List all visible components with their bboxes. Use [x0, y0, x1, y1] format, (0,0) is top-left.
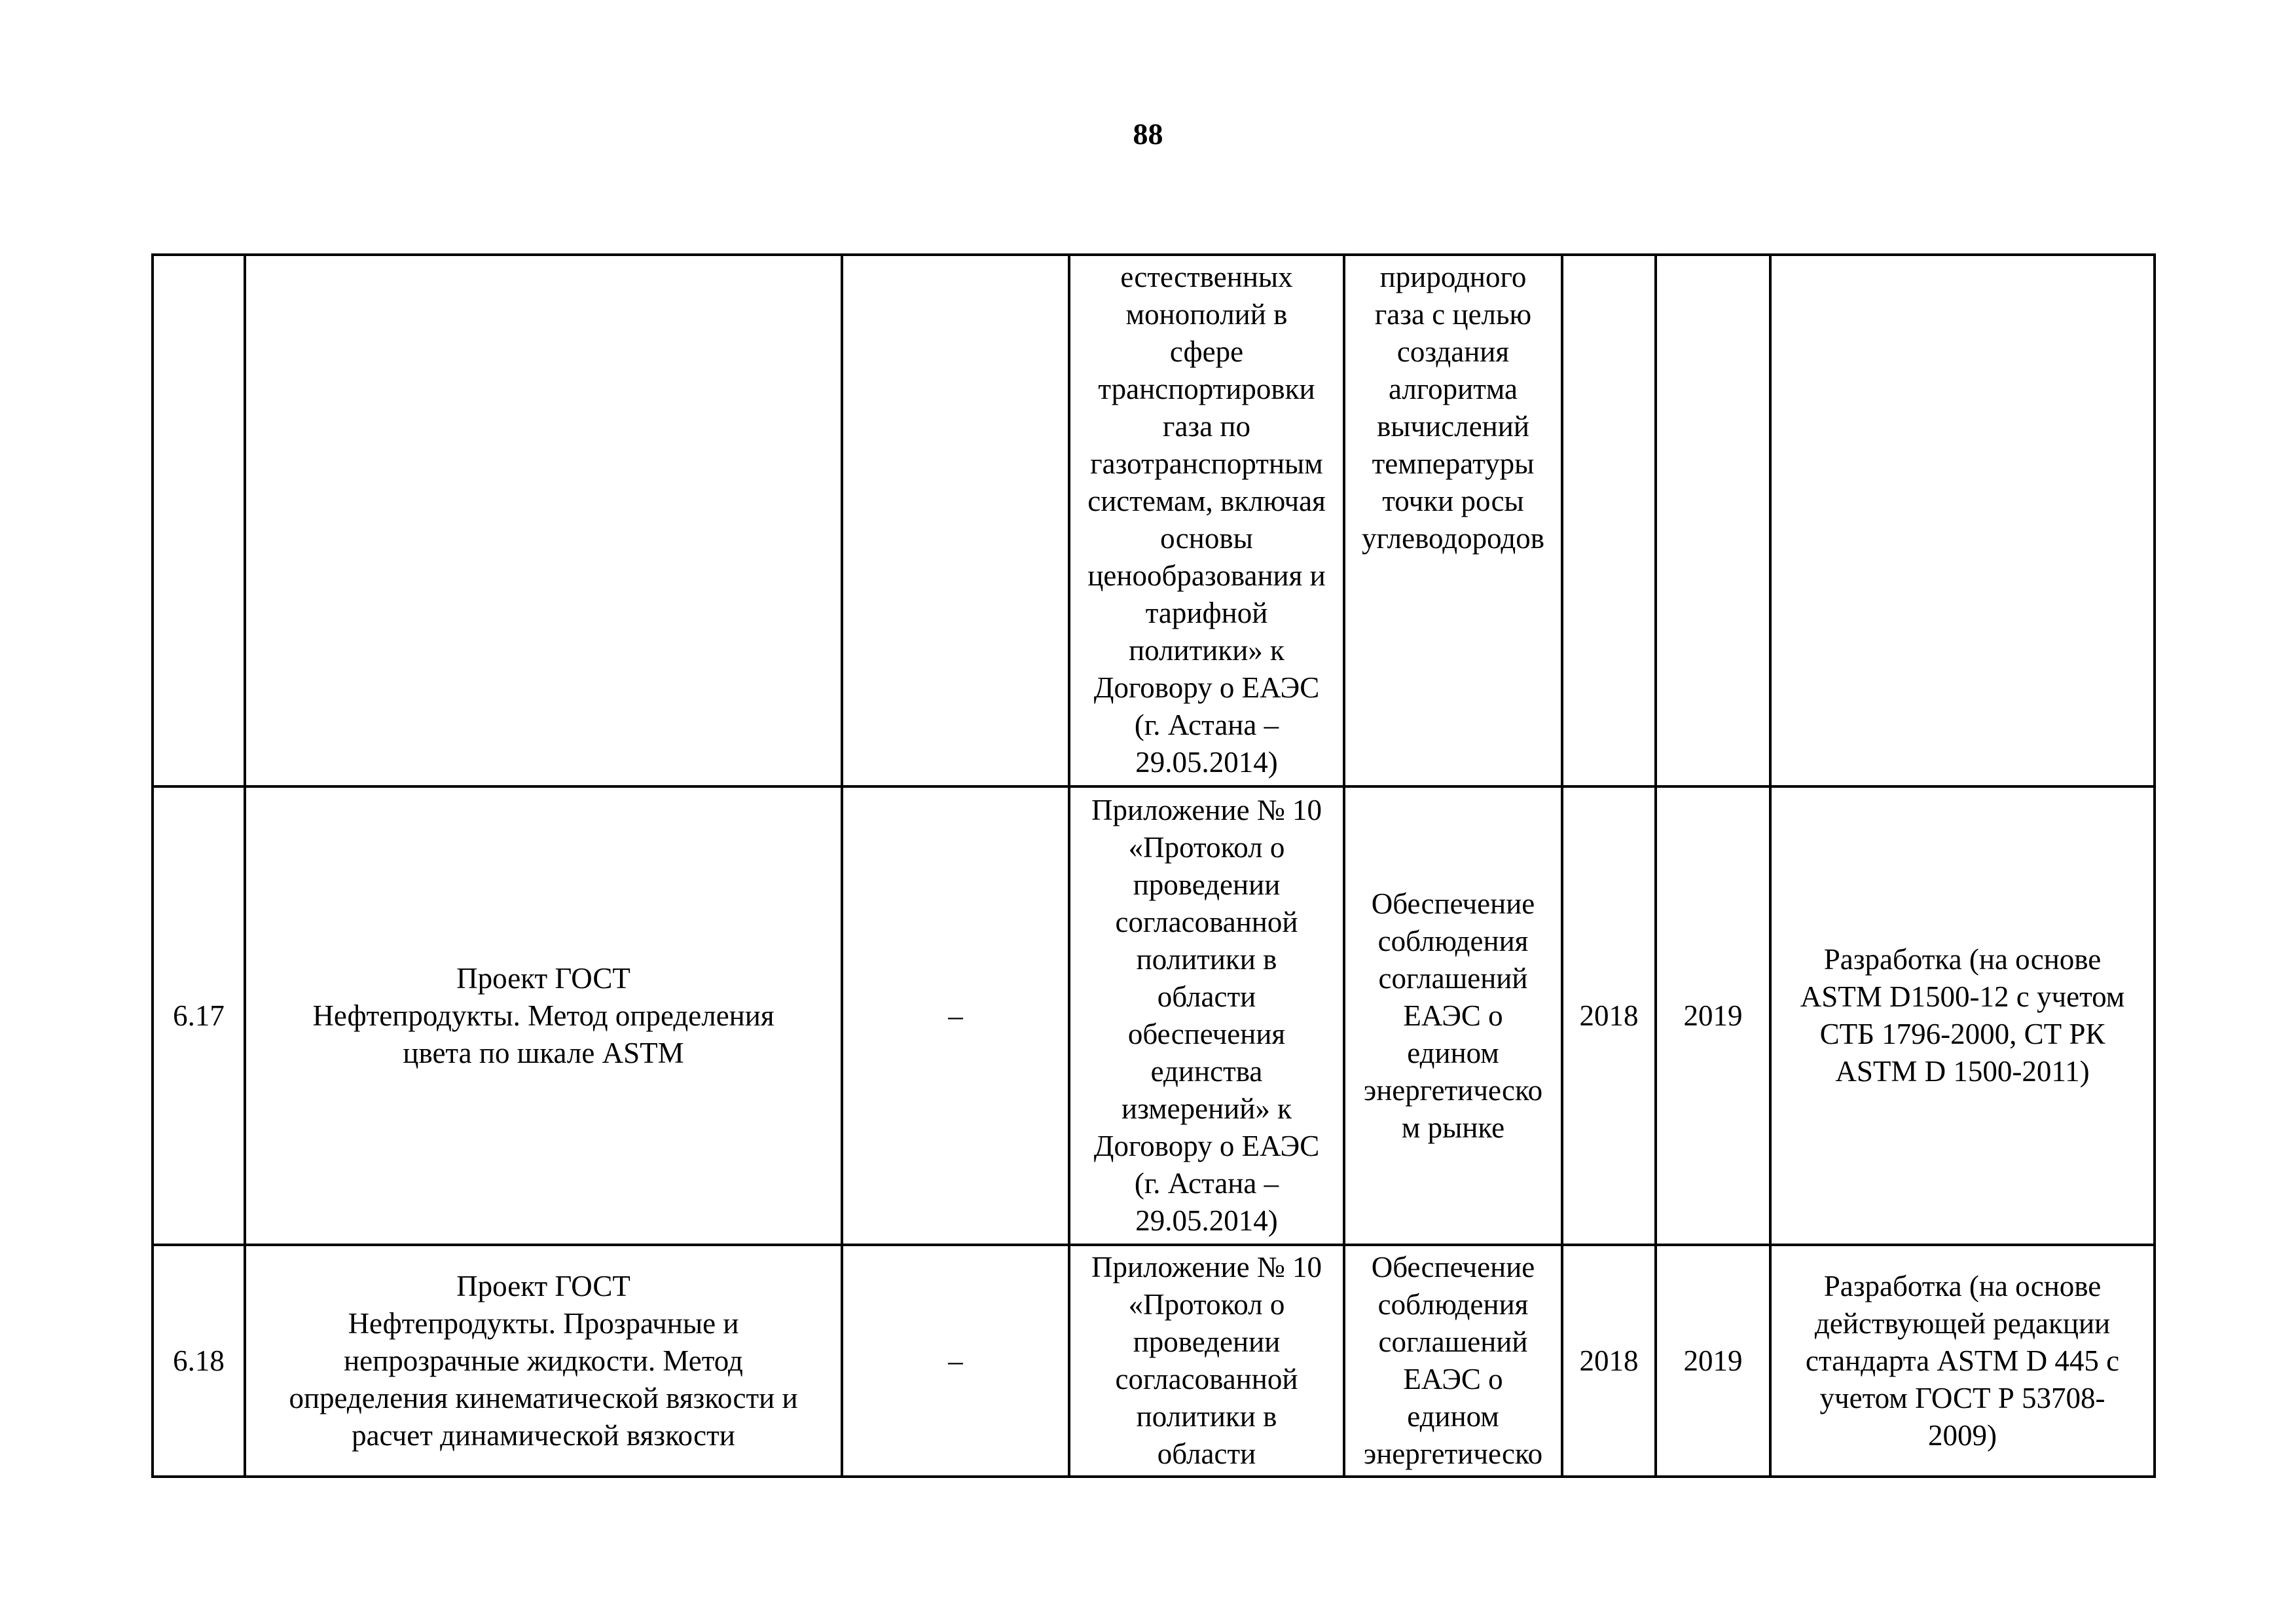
cell-text-line: 2009): [1928, 1418, 1997, 1452]
basis-cell: [1069, 1245, 1344, 1477]
cell-text-line: природного: [1379, 261, 1527, 293]
cell-text-line: соблюдения: [1377, 1288, 1529, 1321]
start-year-cell: 2018: [1562, 786, 1656, 1245]
cell-text-line: Проект ГОСТ: [456, 1269, 630, 1302]
cell-text-line: газа по: [1162, 410, 1250, 443]
cell-text-line: вычислений: [1377, 410, 1529, 443]
purpose-cell: [1344, 786, 1562, 1245]
cell-text-line: (г. Астана –: [1134, 1167, 1279, 1200]
cell-text-line: соблюдения: [1377, 924, 1529, 957]
cell-text-line: политики в: [1136, 943, 1277, 976]
cell-text-line: Договору о ЕАЭС: [1093, 1130, 1320, 1162]
purpose-cell: [1344, 1245, 1562, 1477]
cell-text-line: энергетическо: [1363, 1073, 1543, 1107]
cell-text-line: 29.05.2014): [1135, 746, 1278, 779]
cell-text-line: Приложение № 10: [1091, 794, 1322, 826]
start-year-cell: [1562, 255, 1656, 786]
end-year-cell: 2019: [1656, 786, 1770, 1245]
standards-table: [151, 253, 2156, 1478]
cell-text-line: обеспечения: [1127, 1018, 1286, 1050]
cell-text-line: единства: [1150, 1055, 1263, 1088]
end-year-cell: [1656, 255, 1770, 786]
cell-text-line: учетом ГОСТ Р 53708-: [1819, 1381, 2105, 1414]
table-body: [153, 255, 2155, 1477]
start-year-cell: 2018: [1562, 1245, 1656, 1477]
cell-text-line: тарифной: [1145, 597, 1268, 629]
document-name-cell: [245, 1245, 842, 1477]
cell-text-line: ЕАЭС о: [1403, 1363, 1503, 1395]
dash-cell: –: [842, 786, 1069, 1245]
table-row: [153, 1245, 2155, 1477]
end-year-cell: 2019: [1656, 1245, 1770, 1477]
cell-text-line: стандарта ASTM D 445 с: [1805, 1344, 2120, 1377]
cell-text-line: 29.05.2014): [1135, 1204, 1278, 1237]
cell-text-line: ASTM D 1500-2011): [1835, 1055, 2090, 1088]
cell-text-line: определения кинематической вязкости и: [289, 1381, 798, 1414]
note-cell: [1770, 786, 2155, 1245]
cell-text-line: м рынке: [1401, 1111, 1505, 1144]
basis-cell: [1069, 255, 1344, 786]
cell-text-line: расчет динамической вязкости: [352, 1418, 735, 1452]
cell-text-line: ценообразования и: [1087, 559, 1326, 592]
cell-text-line: области: [1157, 1437, 1256, 1470]
note-cell: [1770, 1245, 2155, 1477]
document-name-cell: [245, 255, 842, 786]
cell-text-line: ЕАЭС о: [1403, 999, 1503, 1032]
dash-cell: –: [842, 1245, 1069, 1477]
cell-text-line: системам, включая: [1087, 485, 1326, 517]
cell-text-line: создания: [1396, 335, 1510, 368]
cell-text-line: естественных: [1120, 261, 1293, 293]
row-number-cell: 6.17: [153, 786, 245, 1245]
note-cell: [1770, 255, 2155, 786]
cell-text-line: алгоритма: [1388, 373, 1518, 405]
cell-text-line: сфере: [1169, 335, 1244, 368]
cell-text-line: соглашений: [1378, 1325, 1528, 1358]
cell-text-line: соглашений: [1378, 961, 1528, 995]
cell-text-line: «Протокол о: [1128, 831, 1285, 864]
cell-text-line: «Протокол о: [1128, 1288, 1285, 1321]
cell-text-line: Обеспечение: [1371, 887, 1535, 920]
cell-text-line: политики» к: [1129, 634, 1285, 667]
page-number: 88: [1133, 117, 1163, 151]
cell-text-line: точки росы: [1382, 485, 1524, 517]
cell-text-line: Разработка (на основе: [1823, 943, 2102, 976]
cell-text-line: едином: [1407, 1400, 1499, 1433]
table-row: [153, 255, 2155, 786]
basis-cell: [1069, 786, 1344, 1245]
row-number-cell: [153, 255, 245, 786]
cell-text-line: Нефтепродукты. Прозрачные и: [348, 1306, 739, 1340]
table-row: [153, 786, 2155, 1245]
row-number-cell: 6.18: [153, 1245, 245, 1477]
cell-text-line: проведении: [1133, 1325, 1281, 1358]
cell-text-line: Проект ГОСТ: [456, 961, 630, 995]
cell-text-line: газотранспортным: [1090, 447, 1323, 480]
cell-text-line: (г. Астана –: [1134, 709, 1279, 741]
cell-text-line: энергетическо: [1363, 1437, 1543, 1470]
purpose-cell: [1344, 255, 1562, 786]
cell-text-line: цвета по шкале ASTM: [403, 1036, 684, 1069]
cell-text-line: Нефтепродукты. Метод определения: [312, 999, 774, 1032]
cell-text-line: температуры: [1372, 447, 1535, 480]
cell-text-line: газа с целью: [1374, 298, 1532, 331]
cell-text-line: СТБ 1796-2000, СТ РК: [1819, 1018, 2105, 1050]
cell-text-line: Договору о ЕАЭС: [1093, 671, 1320, 704]
cell-text-line: согласованной: [1115, 1363, 1298, 1395]
cell-text-line: согласованной: [1115, 906, 1298, 938]
cell-text-line: транспортировки: [1098, 373, 1315, 405]
cell-text-line: измерений» к: [1121, 1092, 1292, 1125]
cell-text-line: углеводородов: [1362, 522, 1544, 555]
dash-cell: [842, 255, 1069, 786]
cell-text-line: ASTM D1500-12 с учетом: [1800, 980, 2125, 1013]
cell-text-line: действующей редакции: [1814, 1306, 2111, 1340]
cell-text-line: проведении: [1133, 868, 1281, 901]
cell-text-line: Обеспечение: [1371, 1251, 1535, 1283]
cell-text-line: политики в: [1136, 1400, 1277, 1433]
cell-text-line: монополий в: [1125, 298, 1288, 331]
cell-text-line: Приложение № 10: [1091, 1251, 1322, 1283]
cell-text-line: Разработка (на основе: [1823, 1269, 2102, 1302]
document-name-cell: [245, 786, 842, 1245]
cell-text-line: непрозрачные жидкости. Метод: [344, 1344, 743, 1377]
cell-text-line: едином: [1407, 1036, 1499, 1069]
cell-text-line: области: [1157, 980, 1256, 1013]
cell-text-line: основы: [1160, 522, 1253, 555]
